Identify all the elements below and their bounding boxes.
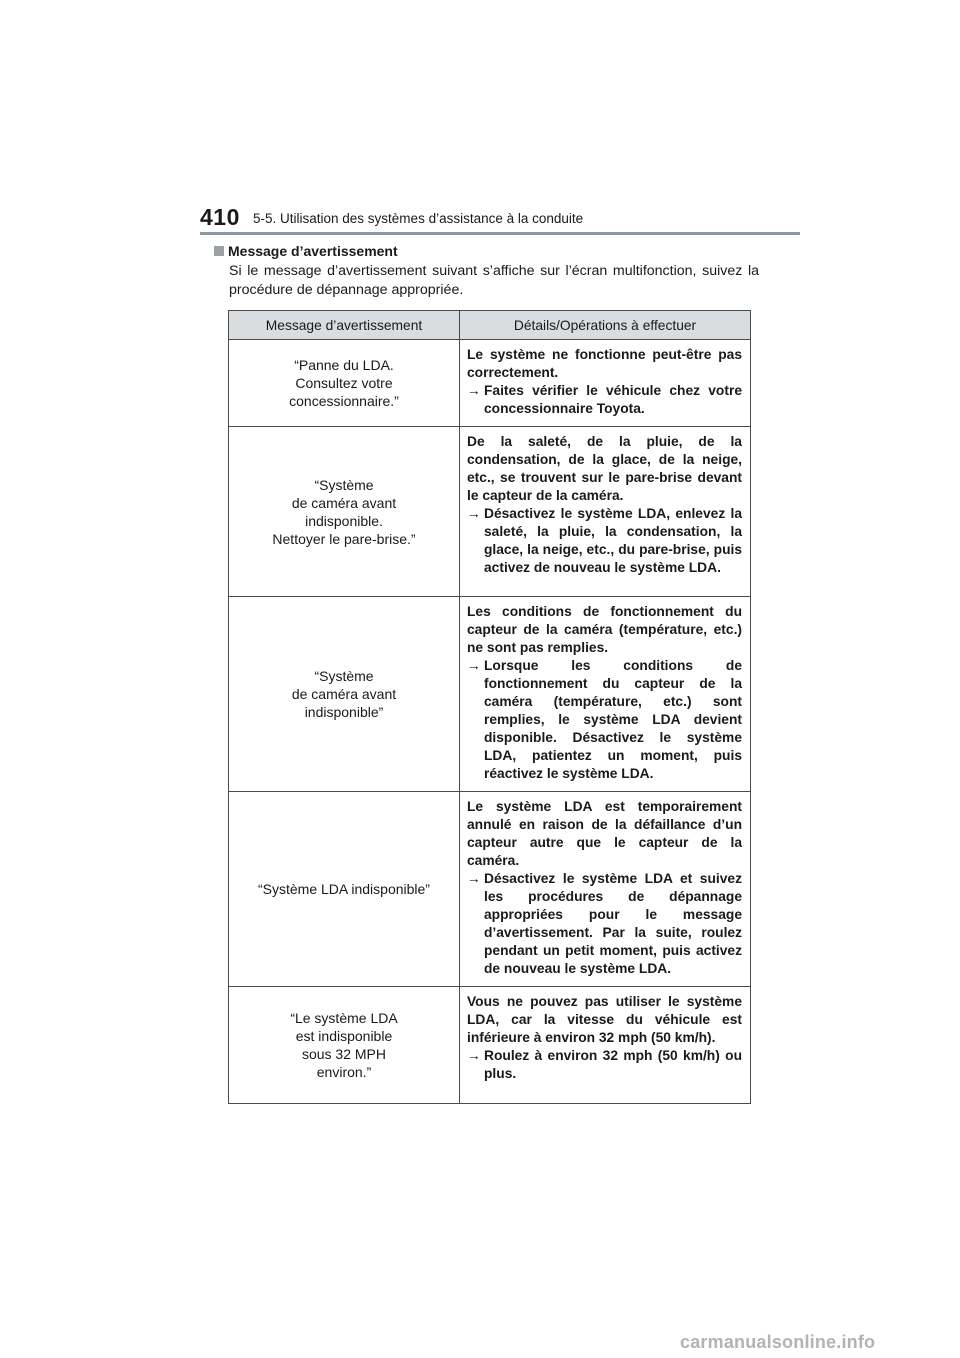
action-line xyxy=(467,505,742,577)
arrow-right-icon: → xyxy=(467,1048,481,1063)
message-cell xyxy=(229,427,460,597)
action-text: Faites vérifier le véhicule chez votre concessionnaire Toyota. xyxy=(484,383,742,416)
warning-table xyxy=(228,310,751,1104)
message-cell xyxy=(229,597,460,792)
action-line xyxy=(467,1047,742,1083)
warning-section xyxy=(214,243,759,300)
arrow-right-icon: → xyxy=(467,383,481,398)
table-row xyxy=(229,427,751,597)
message-text: “Système de caméra avant indisponible” xyxy=(291,668,397,720)
column-header-message: Message d’avertissement xyxy=(229,311,460,340)
action-text: Lorsque les conditions de fonctionnement du capteur de la caméra (température, etc.) sont remplies, le système LDA devient disponible. Désactivez le système LDA, patientez un moment, puis réactivez le système LDA. xyxy=(484,658,742,781)
action-line xyxy=(467,657,742,783)
details-cell xyxy=(460,987,751,1104)
detail-text: Vous ne pouvez pas utiliser le système LDA, car la vitesse du véhicule est inférieure à environ 32 mph (50 km/h). xyxy=(467,994,742,1045)
action-text: Désactivez le système LDA et suivez les procédures de dépannage appropriées pour le message d’avertissement. Par la suite, roulez pendant un petit moment, puis activez de nouveau le système LDA. xyxy=(484,871,742,976)
intro-text: Si le message d’avertissement suivant s’affiche sur l’écran multifonction, suivez la procédure de dépannage appropriée. xyxy=(229,263,759,298)
table-row xyxy=(229,340,751,427)
details-cell xyxy=(460,792,751,987)
section-heading xyxy=(214,243,754,259)
message-text: “Panne du LDA. Consultez votre concessionnaire.” xyxy=(289,357,399,409)
watermark: carmanualsonline.info xyxy=(680,1332,876,1352)
arrow-right-icon: → xyxy=(467,871,481,886)
details-cell xyxy=(460,340,751,427)
column-header-details: Détails/Opérations à effectuer xyxy=(460,311,751,340)
arrow-right-icon: → xyxy=(467,506,481,521)
action-text: Roulez à environ 32 mph (50 km/h) ou plus. xyxy=(484,1048,742,1081)
message-text: “Système LDA indisponible” xyxy=(258,881,430,897)
detail-text: Les conditions de fonctionnement du capteur de la caméra (température, etc.) ne sont pas remplies. xyxy=(467,604,742,655)
message-cell xyxy=(229,792,460,987)
section-title: 5-5. Utilisation des systèmes d’assistance à la conduite xyxy=(253,211,584,226)
message-cell xyxy=(229,340,460,427)
page-header xyxy=(200,204,804,238)
square-bullet-icon xyxy=(214,246,224,256)
table-header-row xyxy=(229,311,751,340)
arrow-right-icon: → xyxy=(467,658,481,673)
table-row xyxy=(229,792,751,987)
action-line xyxy=(467,870,742,978)
table-row xyxy=(229,597,751,792)
section-heading-text: Message d’avertissement xyxy=(228,243,398,259)
table-row xyxy=(229,987,751,1104)
details-cell xyxy=(460,427,751,597)
page-number: 410 xyxy=(200,204,240,230)
detail-text: Le système LDA est temporairement annulé en raison de la défaillance d’un capteur autre que le capteur de la caméra. xyxy=(467,799,742,868)
detail-text: De la saleté, de la pluie, de la condensation, de la glace, de la neige, etc., se trouvent sur le pare-brise devant le capteur de la caméra. xyxy=(467,434,742,503)
action-line xyxy=(467,382,742,418)
details-cell xyxy=(460,597,751,792)
detail-text: Le système ne fonctionne peut-être pas correctement. xyxy=(467,347,742,380)
message-text: “Système de caméra avant indisponible. Nettoyer le pare-brise.” xyxy=(272,476,416,547)
action-text: Désactivez le système LDA, enlevez la saleté, la pluie, la condensation, la glace, la neige, etc., du pare-brise, puis activez de nouveau le système LDA. xyxy=(484,506,742,575)
header-rule xyxy=(200,232,800,235)
message-text: “Le système LDA est indisponible sous 32 MPH environ.” xyxy=(290,1010,398,1080)
message-cell xyxy=(229,987,460,1104)
